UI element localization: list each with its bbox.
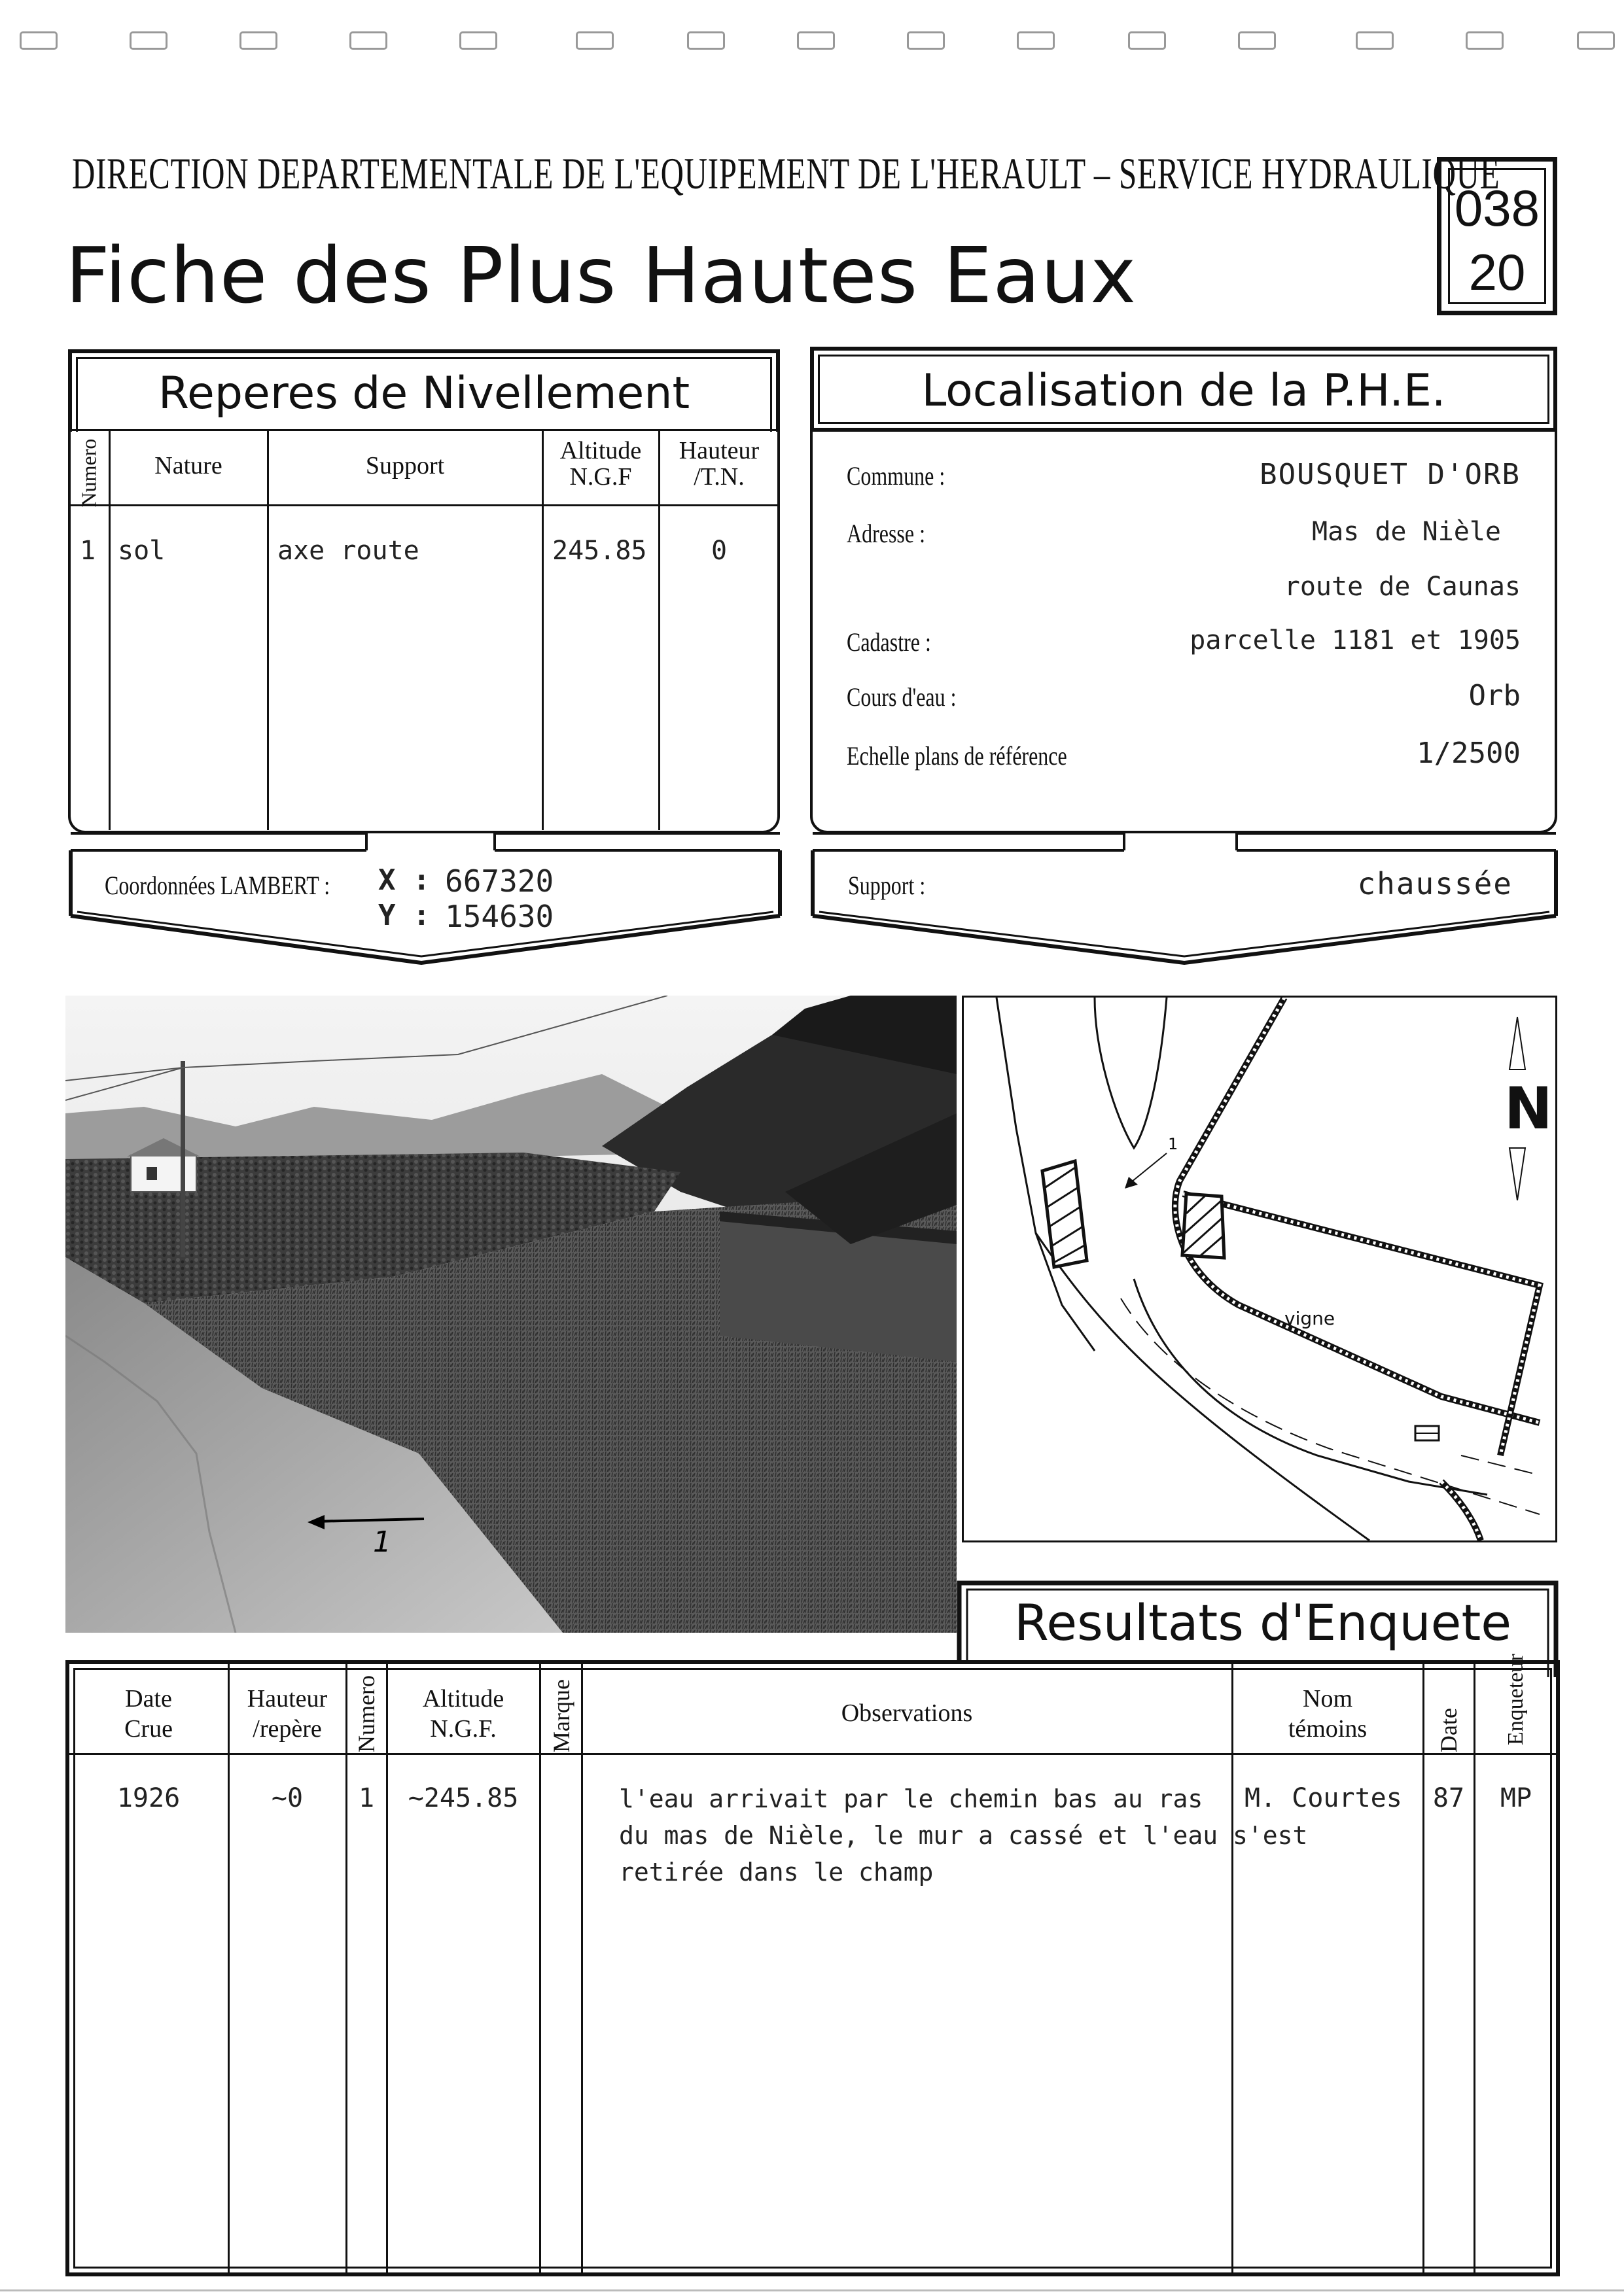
binder-hole — [797, 31, 835, 50]
binder-hole — [1128, 31, 1166, 50]
result-numero: 1 — [358, 1783, 375, 1813]
site-photograph — [65, 996, 957, 1633]
result-altitude: ~245.85 — [408, 1783, 519, 1813]
binder-hole — [1017, 31, 1055, 50]
code-top: 038 — [1454, 179, 1540, 237]
resultats-title: Resultats d'Enquete — [1014, 1593, 1511, 1652]
cours-eau-label: Cours d'eau : — [847, 682, 957, 712]
echelle-label: Echelle plans de référence — [847, 741, 1067, 771]
col-nom-temoins-header: Nom témoins — [1288, 1685, 1368, 1743]
cadastre-value: parcelle 1181 et 1905 — [1190, 625, 1521, 655]
col-hauteur-header: Hauteur /T.N. — [679, 437, 760, 491]
binder-hole — [1356, 31, 1394, 50]
lambert-label: Coordonnées LAMBERT : — [105, 871, 330, 900]
binder-hole — [239, 31, 277, 50]
binder-hole — [349, 31, 387, 50]
lambert-x-value: 667320 — [445, 863, 554, 899]
binder-hole — [687, 31, 725, 50]
reperes-table — [68, 429, 780, 833]
echelle-value: 1/2500 — [1417, 737, 1521, 770]
adresse-line2: route de Caunas — [1284, 572, 1521, 602]
binder-hole — [459, 31, 497, 50]
col-marque-header: Marque — [548, 1679, 574, 1752]
result-observations-line3: retirée dans le champ — [619, 1858, 934, 1887]
col-altitude-header: Altitude N.G.F — [559, 437, 642, 491]
resultats-table — [65, 1654, 1560, 2276]
binder-hole — [1577, 31, 1615, 50]
result-observations-line2: du mas de Nièle, le mur a cassé et l'eau s'est — [619, 1821, 1308, 1850]
adresse-label: Adresse : — [847, 519, 925, 548]
result-observations-line1: l'eau arrivait par le chemin bas au ras — [619, 1784, 1203, 1813]
map-field-label: vigne — [1284, 1308, 1335, 1329]
col-numero-header: Numero — [77, 438, 101, 508]
result-date-crue: 1926 — [116, 1783, 181, 1813]
col-support-header: Support — [365, 452, 445, 479]
binder-hole — [20, 31, 58, 50]
col-hauteur-repere-header: Hauteur /repère — [247, 1685, 328, 1743]
result-hauteur: ~0 — [271, 1783, 304, 1813]
reperes-row-altitude: 245.85 — [552, 536, 647, 566]
commune-value: BOUSQUET D'ORB — [1260, 458, 1521, 491]
col-date-crue-header: Date Crue — [124, 1685, 173, 1743]
result-enqueteur: MP — [1500, 1783, 1532, 1813]
binder-hole — [1466, 31, 1504, 50]
map-marker-label: 1 — [1168, 1135, 1178, 1153]
lambert-x-label: X : — [378, 863, 431, 897]
code-bottom: 20 — [1468, 243, 1526, 301]
adresse-line1: Mas de Nièle — [1312, 517, 1501, 547]
localisation-panel — [810, 429, 1557, 833]
binder-hole — [576, 31, 614, 50]
north-label: N — [1504, 1075, 1553, 1142]
col-date-header: Date — [1436, 1708, 1462, 1752]
reperes-row-support: axe route — [277, 536, 419, 566]
binder-hole — [130, 31, 168, 50]
footer-rule — [0, 2289, 1624, 2291]
col-numero-header: Numero — [353, 1675, 380, 1752]
binder-hole — [1238, 31, 1276, 50]
binder-hole — [907, 31, 945, 50]
location-map — [962, 996, 1557, 1542]
reperes-row-hauteur: 0 — [711, 536, 728, 566]
col-observations-header: Observations — [841, 1699, 973, 1727]
localisation-title-box — [810, 347, 1557, 432]
photo-marker-label: 1 — [373, 1525, 391, 1559]
cadastre-label: Cadastre : — [847, 627, 931, 657]
localisation-title: Localisation de la P.H.E. — [921, 365, 1446, 417]
page-title: Fiche des Plus Hautes Eaux — [65, 230, 1137, 321]
col-enqueteur-header: Enqueteur — [1504, 1654, 1528, 1745]
lambert-y-label: Y : — [378, 899, 431, 932]
reperes-row-numero: 1 — [80, 536, 96, 566]
lambert-y-value: 154630 — [445, 899, 554, 934]
reperes-title: Reperes de Nivellement — [158, 368, 690, 419]
col-nature-header: Nature — [154, 452, 222, 479]
support-label: Support : — [848, 871, 926, 900]
commune-label: Commune : — [847, 461, 945, 491]
reperes-row-nature: sol — [118, 536, 166, 566]
cours-eau-value: Orb — [1468, 679, 1521, 712]
organization-header: DIRECTION DEPARTEMENTALE DE L'EQUIPEMENT DE L'HERAULT – SERVICE HYDRAULIQUE — [72, 148, 1500, 198]
fiche-code-box — [1437, 157, 1557, 315]
col-altitude-ngf-header: Altitude N.G.F. — [422, 1685, 504, 1743]
result-nom-temoin: M. Courtes — [1244, 1783, 1402, 1813]
reperes-title-box — [68, 349, 780, 432]
result-date: 87 — [1432, 1783, 1465, 1813]
support-value: chaussée — [1357, 866, 1513, 901]
